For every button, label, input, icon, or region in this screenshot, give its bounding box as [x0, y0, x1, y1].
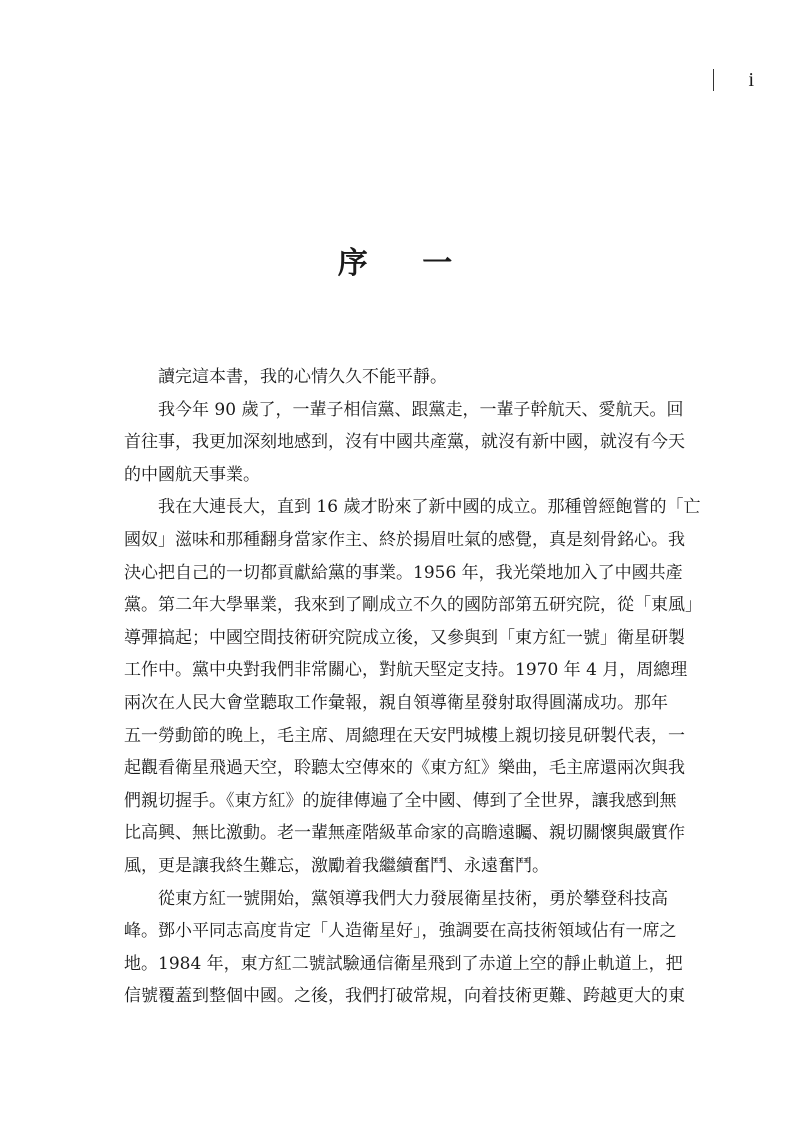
text-line: 風，更是讓我終生難忘，激勵着我繼續奮鬥、永遠奮鬥。 — [124, 855, 549, 876]
text-line: 從東方紅一號開始，黨領導我們大力發展衛星技術，勇於攀登科技高 — [158, 888, 668, 909]
text-line: 決心把自己的一切都貢獻給黨的事業。1956 年，我光榮地加入了中國共產 — [124, 562, 683, 583]
text-line: 我在大連長大，直到 16 歲才盼來了新中國的成立。那種曾經飽嘗的「亡 — [158, 497, 701, 518]
text-line: 們親切握手。《東方紅》的旋律傳遍了全中國、傳到了全世界，讓我感到無 — [124, 790, 677, 811]
page-header — [713, 66, 754, 94]
header-divider — [713, 69, 714, 91]
text-line: 地。1984 年，東方紅二號試驗通信衛星飛到了赤道上空的靜止軌道上，把 — [124, 953, 683, 974]
paragraph — [124, 491, 706, 882]
text-line: 起觀看衛星飛過天空，聆聽太空傳來的《東方紅》樂曲，毛主席還兩次與我 — [124, 758, 685, 779]
text-line: 五一勞動節的晚上，毛主席、周總理在天安門城樓上親切接見研製代表，一 — [124, 725, 685, 746]
body-text — [124, 361, 706, 1013]
paragraph — [124, 361, 706, 394]
text-line: 工作中。黨中央對我們非常關心，對航天堅定支持。1970 年 4 月，周總理 — [124, 660, 688, 681]
text-line: 讀完這本書，我的心情久久不能平靜。 — [158, 367, 447, 387]
text-line: 我今年 90 歲了，一輩子相信黨、跟黨走，一輩子幹航天、愛航天。回 — [158, 399, 684, 420]
text-line: 國奴」滋味和那種翻身當家作主、終於揚眉吐氣的感覺，真是刻骨銘心。我 — [124, 529, 685, 550]
text-line: 導彈搞起；中國空間技術研究院成立後，又參與到「東方紅一號」衛星研製 — [124, 627, 685, 648]
text-line: 信號覆蓋到整個中國。之後，我們打破常規，向着技術更難、跨越更大的東 — [124, 986, 685, 1007]
text-line: 的中國航天事業。 — [124, 464, 260, 485]
text-line: 兩次在人民大會堂聽取工作彙報，親自領導衛星發射取得圓滿成功。那年 — [124, 692, 668, 713]
text-line: 黨。第二年大學畢業，我來到了剛成立不久的國防部第五研究院，從「東風」 — [124, 595, 702, 616]
paragraph — [124, 883, 706, 1013]
page-title: 序 一 — [337, 246, 475, 281]
paragraph — [124, 394, 706, 492]
text-line: 比高興、無比激動。老一輩無產階級革命家的高瞻遠矚、親切關懷與嚴實作 — [124, 823, 685, 844]
text-line: 首往事，我更加深刻地感到，沒有中國共產黨，就沒有新中國，就沒有今天 — [124, 432, 685, 453]
text-line: 峰。鄧小平同志高度肯定「人造衛星好」，強調要在高技術領域佔有一席之 — [124, 921, 677, 942]
page-number: i — [748, 69, 754, 91]
